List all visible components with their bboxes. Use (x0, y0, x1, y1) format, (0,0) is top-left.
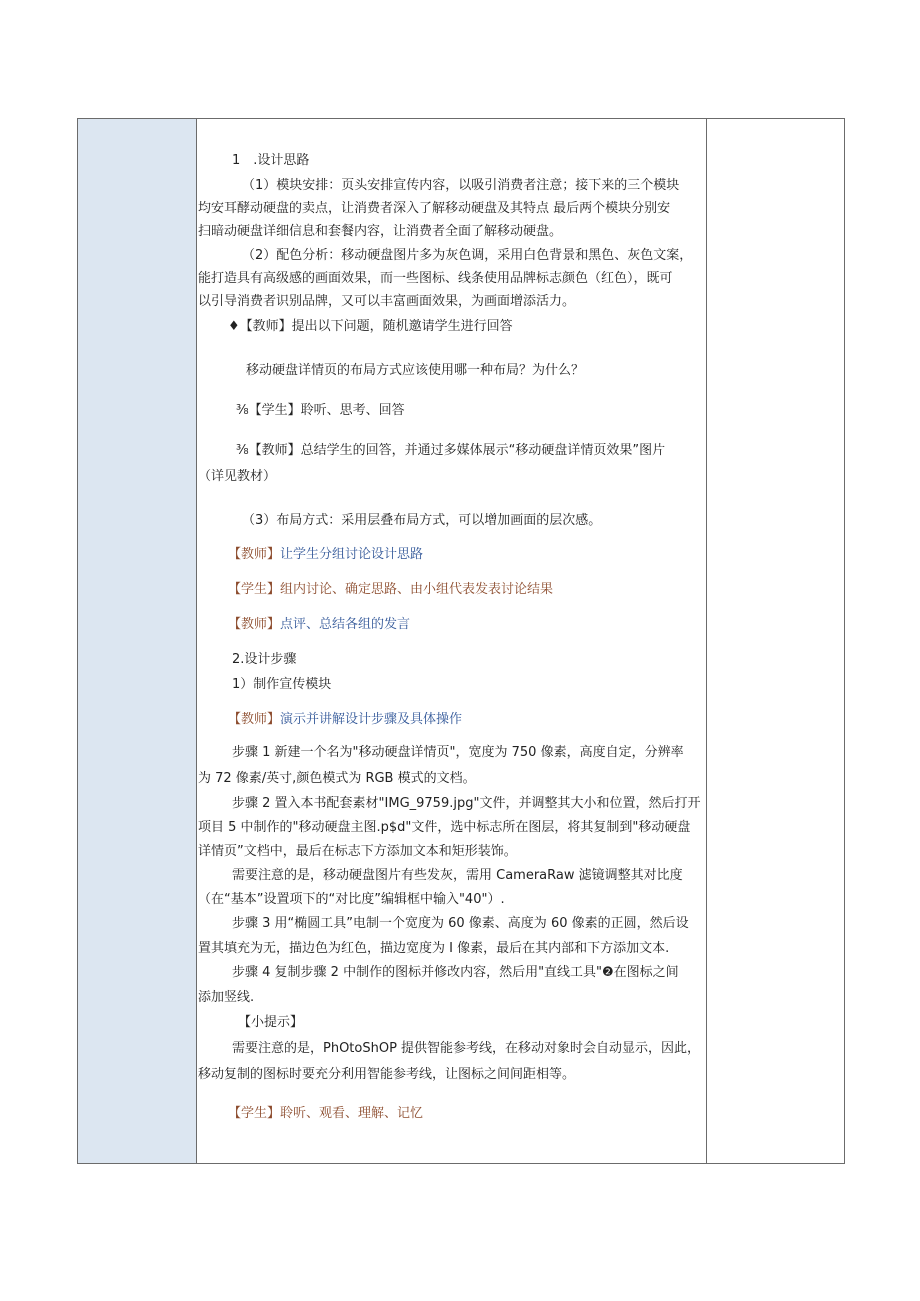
student-final-text: 聆听、观看、理解、记忆 (280, 1106, 424, 1121)
left-column (78, 119, 197, 1163)
student-label: 【学生】 (228, 1106, 281, 1121)
teacher-discussion (228, 546, 740, 564)
step3-line2: 置其填充为无，描边色为红色，描边宽度为 I 像素，最后在其内部和下方添加文本. (198, 941, 670, 956)
section2-subheading: 1）制作宣传模块 (232, 677, 332, 692)
para1-line2: 均安耳酵动硬盘的卖点，让消费者深入了解移动硬盘及其特点 最后两个模块分别安 (198, 201, 671, 216)
tip-line2: 移动复制的图标时要充分利用智能参考线，让图标之间间距相等。 (198, 1067, 576, 1082)
step1-line2: 为 72 像素/英寸,颜色模式为 RGB 模式的文档。 (198, 771, 476, 786)
tip-line1: 需要注意的是，PhOtoShOP 提供智能参考线，在移动对象时会自动显示，因此， (232, 1041, 701, 1056)
teacher-summary-line2: （详见教材） (198, 469, 277, 484)
question-text: 移动硬盘详情页的布局方式应该使用哪一种布局？为什么？ (246, 363, 585, 378)
section2-heading: 2.设计步骤 (232, 652, 297, 667)
teacher-label: 【教师】 (228, 547, 281, 562)
step1-line1: 步骤 1 新建一个名为"移动硬盘详情页"，宽度为 750 像素，高度自定，分辨率 (232, 745, 684, 760)
teacher-summary-line1: ⅜【教师】总结学生的回答，并通过多媒体展示“移动硬盘详情页效果”图片 (236, 443, 666, 458)
student-final (228, 1105, 740, 1123)
teacher-discussion-text: 让学生分组讨论设计思路 (280, 547, 424, 562)
student-discussion-text: 组内讨论、确定思路、由小组代表发表讨论结果 (280, 582, 554, 597)
step3-line1: 步骤 3 用“椭圆工具”电制一个宽度为 60 像素、高度为 60 像素的正圆，然后设 (232, 916, 689, 931)
teacher-comment-text: 点评、总结各组的发言 (280, 617, 411, 632)
teacher-label: 【教师】 (228, 617, 281, 632)
step2-line2: 项目 5 中制作的"移动硬盘主图.p$d"文件，选中标志所在图层，将其复制到"移动硬盘 (198, 820, 691, 835)
step2-line1: 步骤 2 置入本书配套素材"IMG_9759.jpg"文件，并调整其大小和位置，然后打开 (232, 796, 701, 811)
step4-line2: 添加竖线. (198, 990, 255, 1005)
para2-line2: 能打造具有高级感的画面效果，而一些图标、线条使用品牌标志颜色（红色），既可 (198, 271, 673, 286)
para1-line3: 扫暗动硬盘详细信息和套餐内容，让消费者全面了解移动硬盘。 (198, 224, 563, 239)
student-response-1: ⅜【学生】聆听、思考、回答 (236, 403, 405, 418)
student-label: 【学生】 (228, 582, 281, 597)
section1-heading: 1 .设计思路 (232, 153, 310, 168)
para2-line1: （2）配色分析：移动硬盘图片多为灰色调，采用白色背景和黑色、灰色文案， (242, 248, 693, 263)
para2-line3: 以引导消费者识别品牌，又可以丰富画面效果，为画面增添活力。 (198, 294, 576, 309)
teacher-demo (228, 711, 740, 729)
right-column (706, 119, 844, 1163)
teacher-comment (228, 616, 740, 634)
para3: （3）布局方式：采用层叠布局方式，可以增加画面的层次感。 (242, 513, 602, 528)
teacher-question: ♦【教师】提出以下问题，随机邀请学生进行回答 (228, 319, 513, 334)
teacher-demo-text: 演示并讲解设计步骤及具体操作 (280, 712, 463, 727)
student-discussion (228, 581, 740, 599)
para1-line1: （1）模块安排：页头安排宣传内容，以吸引消费者注意；接下来的三个模块 (242, 178, 680, 193)
note-line2: （在“基本”设置项下的“对比度”编辑框中输入"40"）. (198, 892, 505, 907)
tip-label: 【小提示】 (238, 1015, 304, 1030)
teacher-label: 【教师】 (228, 712, 281, 727)
note-line1: 需要注意的是，移动硬盘图片有些发灰，需用 CameraRaw 滤镜调整其对比度 (232, 868, 683, 883)
step4-line1: 步骤 4 复制步骤 2 中制作的图标并修改内容，然后用"直线工具"❷在图标之间 (232, 965, 679, 980)
step2-line3: 详情页”文档中，最后在标志下方添加文本和矩形装饰。 (198, 844, 517, 859)
